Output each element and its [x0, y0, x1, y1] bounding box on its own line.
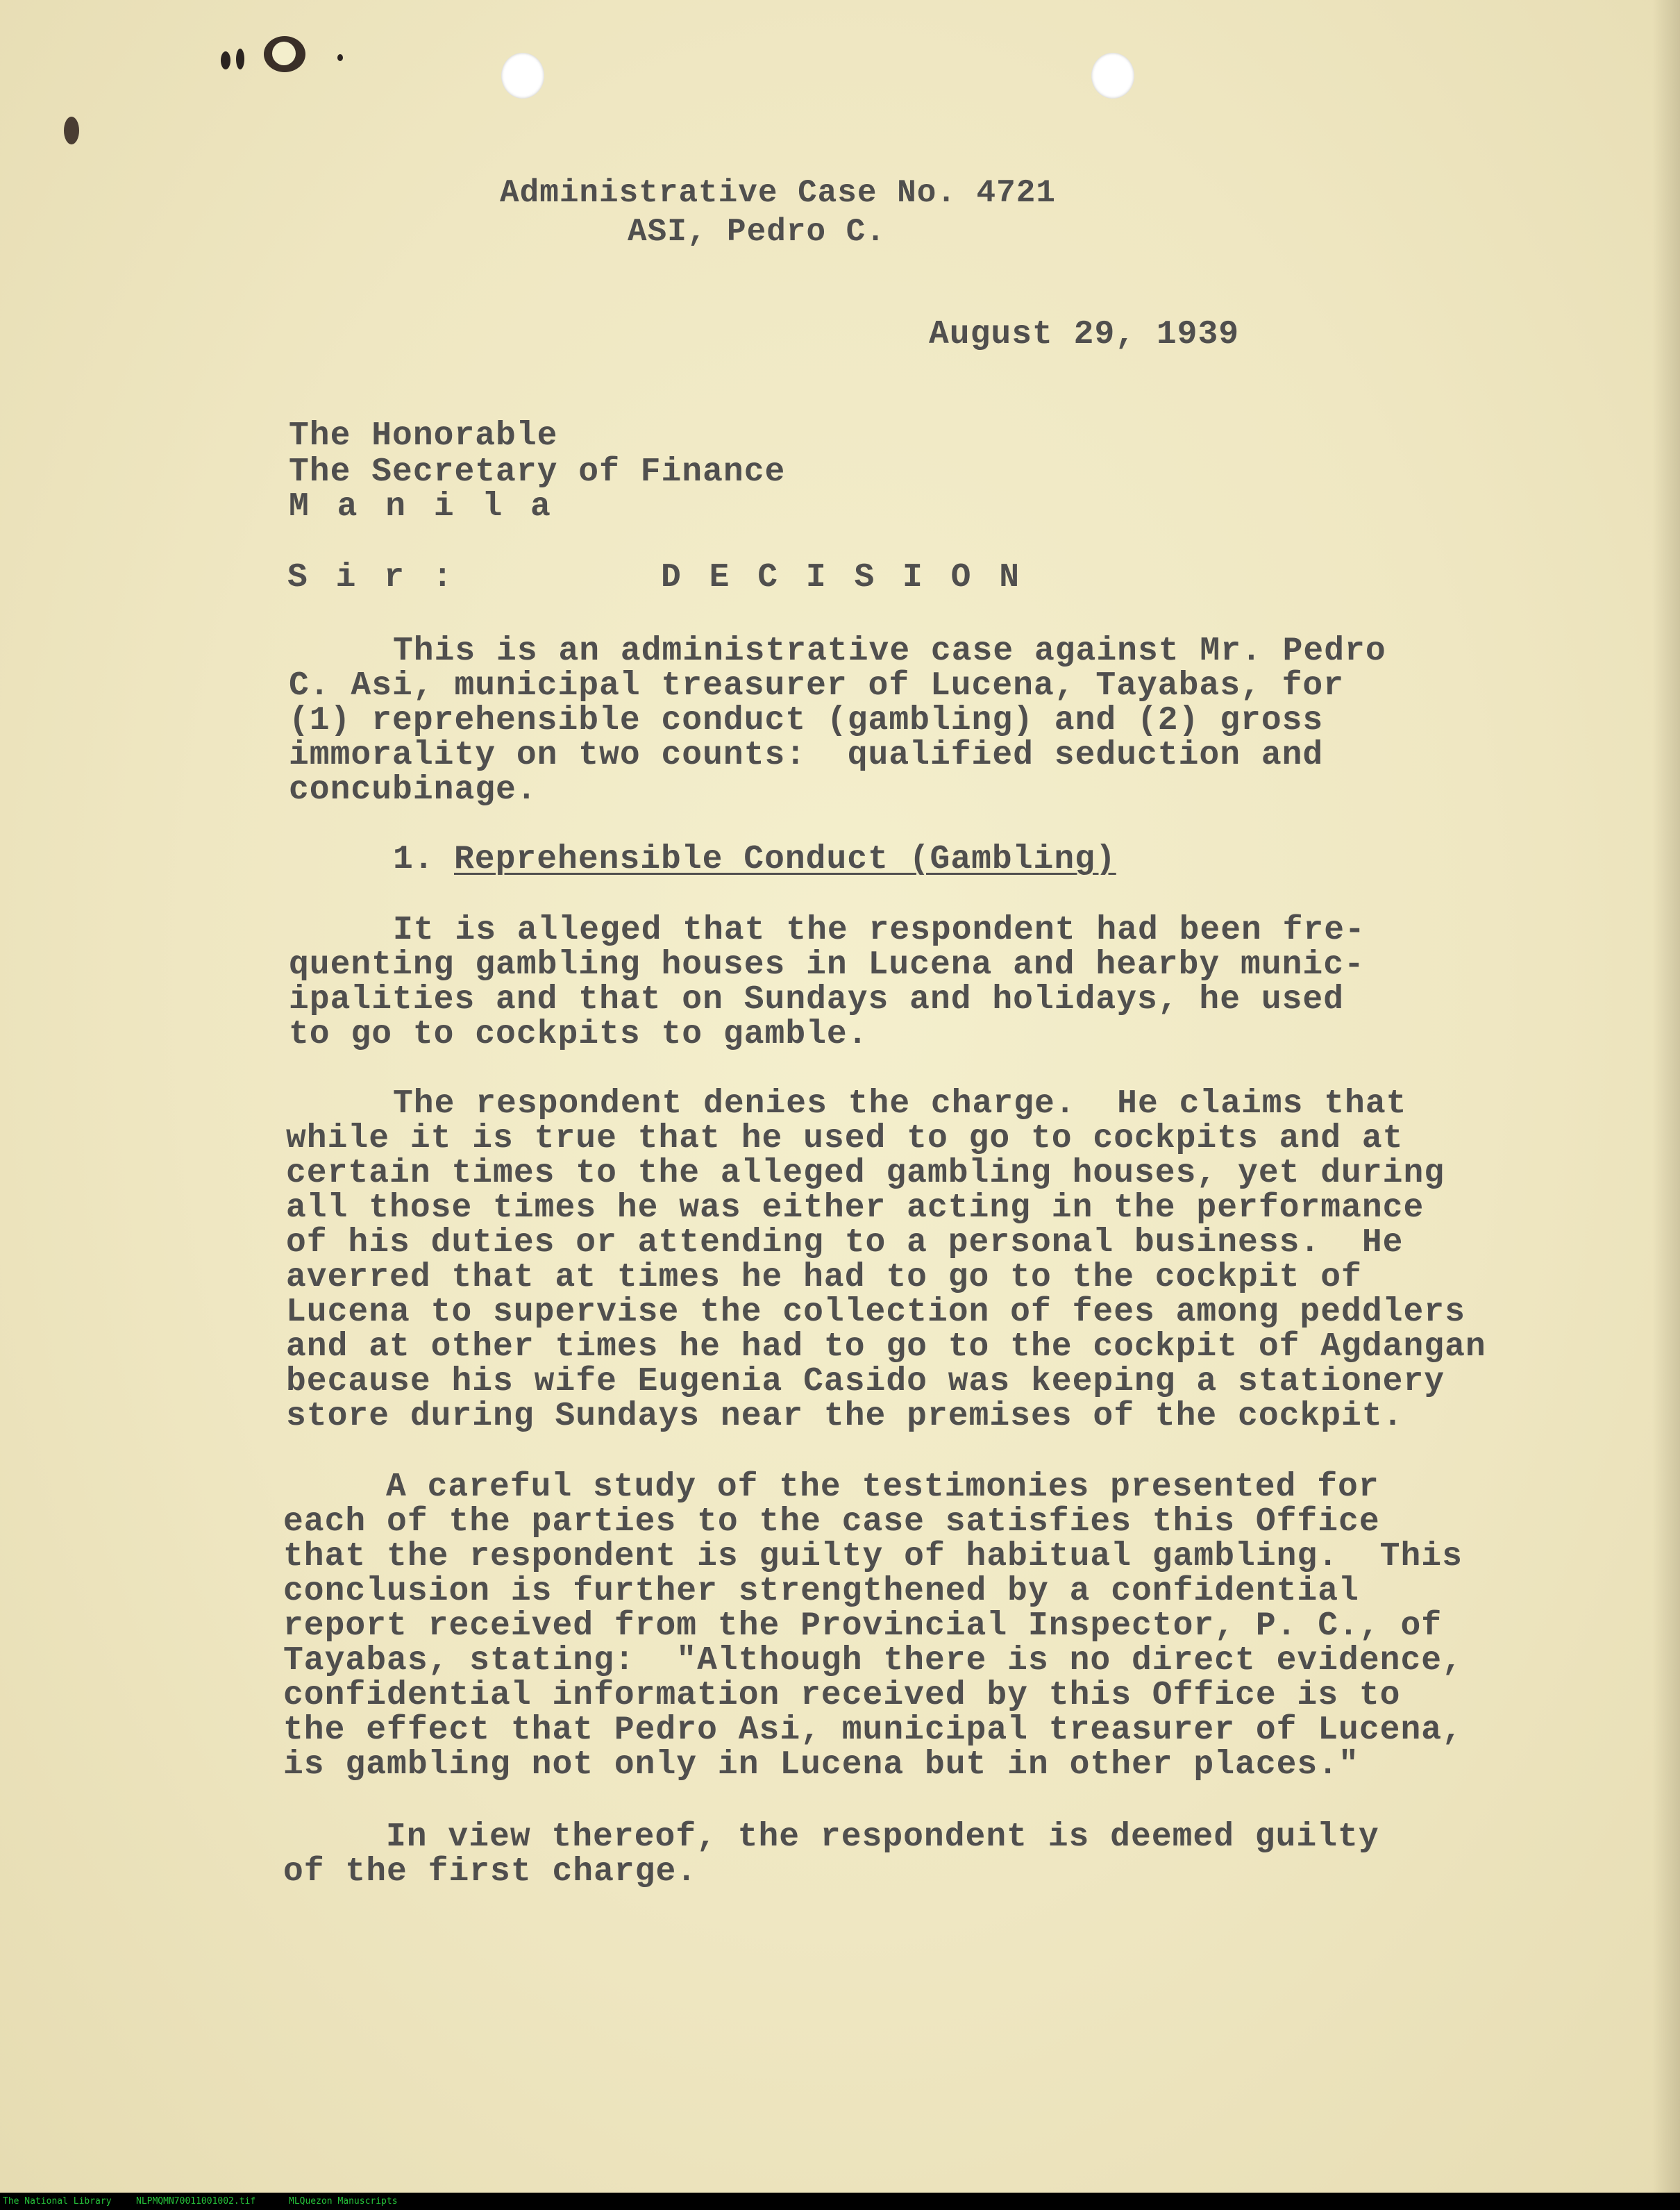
study-paragraph-line: each of the parties to the case satisfies this Office	[283, 1503, 1380, 1541]
study-paragraph-line: report received from the Provincial Inspector, P. C., of	[283, 1607, 1443, 1645]
denial-paragraph-line: Lucena to supervise the collection of fees among peddlers	[286, 1294, 1465, 1331]
allegation-paragraph-line: quenting gambling houses in Lucena and hearby munic-	[289, 946, 1365, 984]
intro-paragraph-line: This is an administrative case against Mr. Pedro	[393, 633, 1386, 670]
study-paragraph-line: conclusion is further strengthened by a confidential	[283, 1573, 1359, 1610]
burn-mark	[64, 117, 79, 144]
allegation-paragraph-line: It is alleged that the respondent had been fre-	[393, 912, 1366, 949]
section-heading-title: Reprehensible Conduct (Gambling)	[454, 841, 1116, 878]
conclusion-paragraph-line: of the first charge.	[283, 1853, 698, 1891]
burn-mark	[337, 54, 343, 61]
decision-heading: D E C I S I O N	[661, 559, 1024, 596]
footer-collection: MLQuezon Manuscripts	[289, 2196, 398, 2207]
allegation-paragraph-line: ipalities and that on Sundays and holidays, he used	[289, 981, 1345, 1019]
denial-paragraph-line: of his duties or attending to a personal business. He	[286, 1224, 1404, 1262]
addressee-line: The Secretary of Finance	[289, 453, 786, 491]
respondent-name: ASI, Pedro C.	[628, 214, 886, 250]
denial-paragraph-line: and at other times he had to go to the cockpit of Agdangan	[286, 1328, 1486, 1366]
intro-paragraph-line: C. Asi, municipal treasurer of Lucena, Tayabas, for	[289, 667, 1345, 705]
burn-mark	[236, 49, 244, 69]
study-paragraph-line: A careful study of the testimonies presented for	[386, 1468, 1379, 1506]
letter-date: August 29, 1939	[929, 316, 1240, 353]
study-paragraph-line: that the respondent is guilty of habitual gambling. This	[283, 1538, 1463, 1575]
study-paragraph-line: the effect that Pedro Asi, municipal treasurer of Lucena,	[283, 1711, 1463, 1749]
conclusion-paragraph-line: In view thereof, the respondent is deemed guilty	[386, 1818, 1379, 1856]
addressee-line: M a n i l a	[289, 488, 555, 526]
footer-institution: The National Library	[3, 2196, 112, 2207]
case-title: Administrative Case No. 4721	[500, 175, 1056, 211]
intro-paragraph-line: (1) reprehensible conduct (gambling) and (2) gross	[289, 702, 1324, 739]
intro-paragraph-line: immorality on two counts: qualified seduction and	[289, 737, 1324, 774]
denial-paragraph-line: certain times to the alleged gambling houses, yet during	[286, 1155, 1445, 1192]
page-edge-shadow	[1652, 0, 1680, 2193]
allegation-paragraph-line: to go to cockpits to gamble.	[289, 1016, 868, 1053]
denial-paragraph-line: The respondent denies the charge. He claims that	[393, 1085, 1407, 1123]
denial-paragraph-line: all those times he was either acting in the performance	[286, 1189, 1425, 1227]
study-paragraph-line: is gambling not only in Lucena but in other places."	[283, 1746, 1359, 1784]
footer-file-name: NLPMQMN70011001002.tif	[136, 2196, 256, 2207]
burn-mark	[272, 42, 296, 65]
footer-bar	[0, 2193, 1680, 2210]
study-paragraph-line: Tayabas, stating: "Although there is no direct evidence,	[283, 1642, 1463, 1680]
intro-paragraph-line: concubinage.	[289, 771, 537, 809]
section-heading-number: 1.	[393, 841, 435, 878]
denial-paragraph-line: because his wife Eugenia Casido was keeping a stationery	[286, 1363, 1445, 1400]
denial-paragraph-line: store during Sundays near the premises of the cockpit.	[286, 1398, 1404, 1435]
punch-hole-left	[501, 53, 544, 99]
denial-paragraph-line: averred that at times he had to go to the cockpit of	[286, 1259, 1362, 1296]
addressee-line: The Honorable	[289, 417, 558, 455]
burn-mark	[221, 51, 230, 69]
salutation: S i r :	[287, 559, 457, 596]
denial-paragraph-line: while it is true that he used to go to cockpits and at	[286, 1120, 1404, 1157]
study-paragraph-line: confidential information received by this Office is to	[283, 1677, 1401, 1714]
punch-hole-right	[1091, 53, 1134, 99]
